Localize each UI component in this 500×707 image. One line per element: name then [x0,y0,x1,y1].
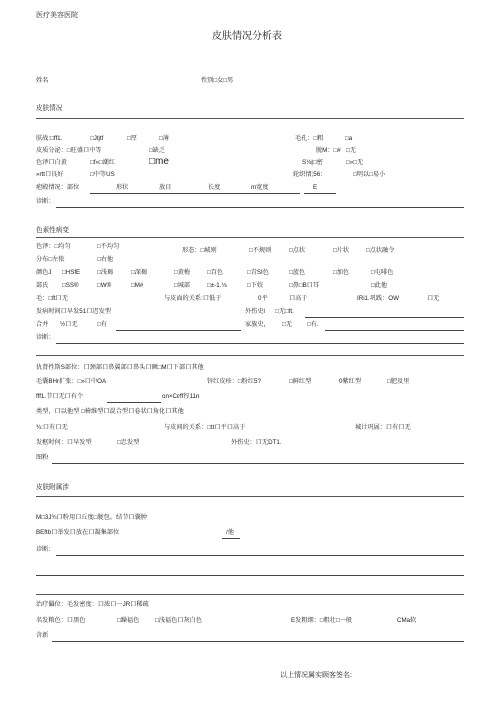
s2-r1b-e: □点状融令 [366,247,395,254]
s2-r4-5: □±-1.⅛ [207,282,227,289]
s3-diagnosis-label: 图粉 [36,454,49,461]
s2-r3-4: □黄梅 [174,269,191,276]
s2-r6-2: □无□ft. [275,308,294,315]
gender-checkboxes: 性别□女□男 [201,77,234,84]
s4-r1: M□3J¾口粉用口丘度□胧包。结节口囊肿 [36,514,147,521]
section-pigment-title: 色素性病变 [36,227,69,234]
signature-line[interactable] [364,681,464,682]
s2-r5-4: IRi1.巩践：OW [357,295,399,302]
s2-r3-6: □青SI色 [247,269,269,276]
s3-r2-1: 锌红皮疹：□粉红5? [207,378,261,385]
s3-r6-2: 外伤史：口无DT1. [231,439,282,446]
s2-diagnosis-label: 诊断： [36,334,55,341]
hospital-name: 医疗美容医院 [36,12,78,19]
page-title: 皮肤情况分析表 [212,31,282,42]
s2-r4-0: 部氏 [36,282,49,289]
s2-r6-0: 发病时间口早发51口迟发型 [36,308,111,315]
s2-r7-5: □有. [307,321,319,328]
s3-r5-1: 与皮间的关系：□tt口平口高于 [164,424,246,431]
s2-r4-8: □此他 [371,282,388,289]
section-divider [36,594,464,595]
s1-scar-shape: 形状 [116,184,129,191]
s1-r4-c: 轮织情;56： [293,171,327,178]
s2-r4-6: □下姣 [247,282,264,289]
s5-r2-3: E发粗细：□粗壮□一般 [291,617,353,624]
s1-r2-b: □缺乏 [149,147,166,154]
name-label: 姓名 [36,77,49,84]
s3-r3-1: on×Cr∕ff徑11n [162,393,200,400]
s2-r2-b: □右他 [97,256,114,263]
section-skin-title: 皮肤情况 [36,105,63,112]
s2-r3-0: 颜色J [36,269,52,276]
s3-r5-0: ¾:口有口无 [36,424,68,431]
s1-r3-a: 色泽口白黄 [36,159,67,166]
s1-r1-d: □薄 [159,135,169,142]
s3-r2-4: □肥及里 [387,378,410,385]
s1-r3-e: □»□无 [346,159,364,166]
s3-r6-0: 发枢时何：口早发型 [36,439,92,446]
scar-input-line[interactable] [90,193,300,194]
s3-r2-2: □鲜红型 [289,378,312,385]
s1-r1-c: □厚 [127,135,137,142]
scar-e-line[interactable] [304,193,336,194]
s5-r2-4: CMa软 [397,617,417,624]
s3-diagnosis-line[interactable] [52,463,464,464]
section-appendage-title: 皮肤附属涉 [36,484,69,491]
s2-r3-3: □深褐 [131,269,148,276]
s4-diagnosis-line[interactable] [56,555,464,556]
s4-extra-line[interactable] [36,575,464,576]
s3-r3-0: fff1.节口无口有个 [36,393,84,400]
section-divider [36,496,464,497]
s2-r1b-c: □点状 [289,247,306,254]
s2-r3-5: □百色 [207,269,224,276]
s2-r1b-a: 形态：□城则 [182,247,217,254]
s2-r1-b: □不均匀 [97,243,120,250]
s2-r7-2: □有 [97,321,107,328]
count-line[interactable] [107,402,161,403]
s1-scar-count: 放目 [159,184,172,191]
s2-r3-8: □加色 [333,269,350,276]
s2-r4-3: □M# [131,282,144,289]
s1-scar-length: 长度 [208,184,221,191]
s2-r3-7: □蓝色 [289,269,306,276]
s1-r4-b: □中等US [90,171,115,178]
s1-scar-width: m宽度 [251,184,269,191]
s2-r1b-d: □片状 [333,247,350,254]
s1-diagnosis-line[interactable] [56,207,464,208]
s3-r4: 类型，口以他型 □椅维型口混合型口卷状口角化口其他 [36,408,184,415]
s1-r2-a: 皮质分泌：□旺盛口中等 [36,147,102,154]
s3-r5-2: 城计巩展：口有口无 [355,424,411,431]
s2-r4-2: □W® [97,282,112,289]
s2-r4-1: □SS® [62,282,79,289]
s2-r6-1: 外伤史l [245,308,265,315]
s3-r2-0: 毛囊BHr扩张：□»口中OA [36,378,107,385]
section-divider [36,118,464,119]
s2-r5-1: 与皮面的关系:口低于 [164,295,222,302]
s1-scar-label: 疤殿情况：部位 [36,184,80,191]
s2-r2-a: 分布□左侬 [36,256,65,263]
s3-r2-3: 0紫红型 [339,378,362,385]
s2-r3-2: □浅褐 [97,269,114,276]
s1-r3-c: □me [149,156,169,167]
s2-r7-0: 合并 [36,321,49,328]
s1-diagnosis-label: 诊断： [36,198,55,205]
s5-r2-0: 名发粮色：口黑色 [36,617,86,624]
s5-r1: 治疗儡位：毛发密度：口浓口一JR口稀疏 [36,601,149,608]
s3-r1: 仇肾性斯S部位：口颈部口鼻翼部口鼻头口额□M口下部口其他 [36,364,204,371]
s2-r5-2: 0平 [258,295,268,302]
s2-r4-7: □鼻□B口耳 [289,282,320,289]
s5-diagnosis-line[interactable] [52,641,464,642]
s1-r4-d: □明以□易小 [353,171,386,178]
s2-r5-0: 毛：□ft口无 [36,295,68,302]
s2-r3-1: □HSfE [62,269,81,276]
s2-r5-3: 口高于 [289,295,308,302]
s2-r1-a: 色泽：□均匀 [36,243,71,250]
s2-r4-4: □城部 [174,282,191,289]
s2-r7-4: □无 [282,321,292,328]
s2-r7-3: 家族史， [245,321,270,328]
s1-r2-c: 脱M：□# [316,147,341,154]
s1-r4-a: »rtt口良好 [36,171,64,178]
s2-r5-5: 口无 [427,295,440,302]
s3-r6-1: □忠发型 [117,439,140,446]
section-divider [36,237,464,238]
s1-r3-b: □f»□潮红 [90,159,116,166]
s1-scar-e: E [313,184,318,191]
s2-diagnosis-line[interactable] [56,343,464,344]
s2-r7-1: ½口无 [60,321,78,328]
s5-r2-2: □浅福色口灰白色 [155,617,203,624]
trauma-history-line[interactable] [305,317,464,318]
s4-r2-0: BEftb口举发口放在口凝集部位 [36,529,120,536]
s1-r2-d: □无 [346,147,356,154]
comorbidity-line[interactable] [116,330,241,331]
other-line[interactable] [222,538,240,539]
s5-diagnosis-label: 含新 [36,632,49,639]
s1-r1-b: □Jtjtf [90,135,104,142]
s1-r1-a: 肤战:□ff1. [36,135,63,142]
s2-r1b-b: □不规则 [249,247,272,254]
s1-r1-f: □a [345,135,353,142]
section-divider [36,355,464,356]
customer-signature-label: 以上情况属实顾客签名: [280,672,352,679]
s1-r3-d: S⅛|□密 [302,159,323,166]
s1-r1-e: 毛孔：□粗 [295,135,324,142]
family-history-line[interactable] [325,330,464,331]
s5-r2-1: □躁福色 [117,617,140,624]
s2-r3-9: □屯啡色 [371,269,394,276]
s4-r2-1: /他 [226,529,234,536]
s4-diagnosis-label: 诊断： [36,546,55,553]
